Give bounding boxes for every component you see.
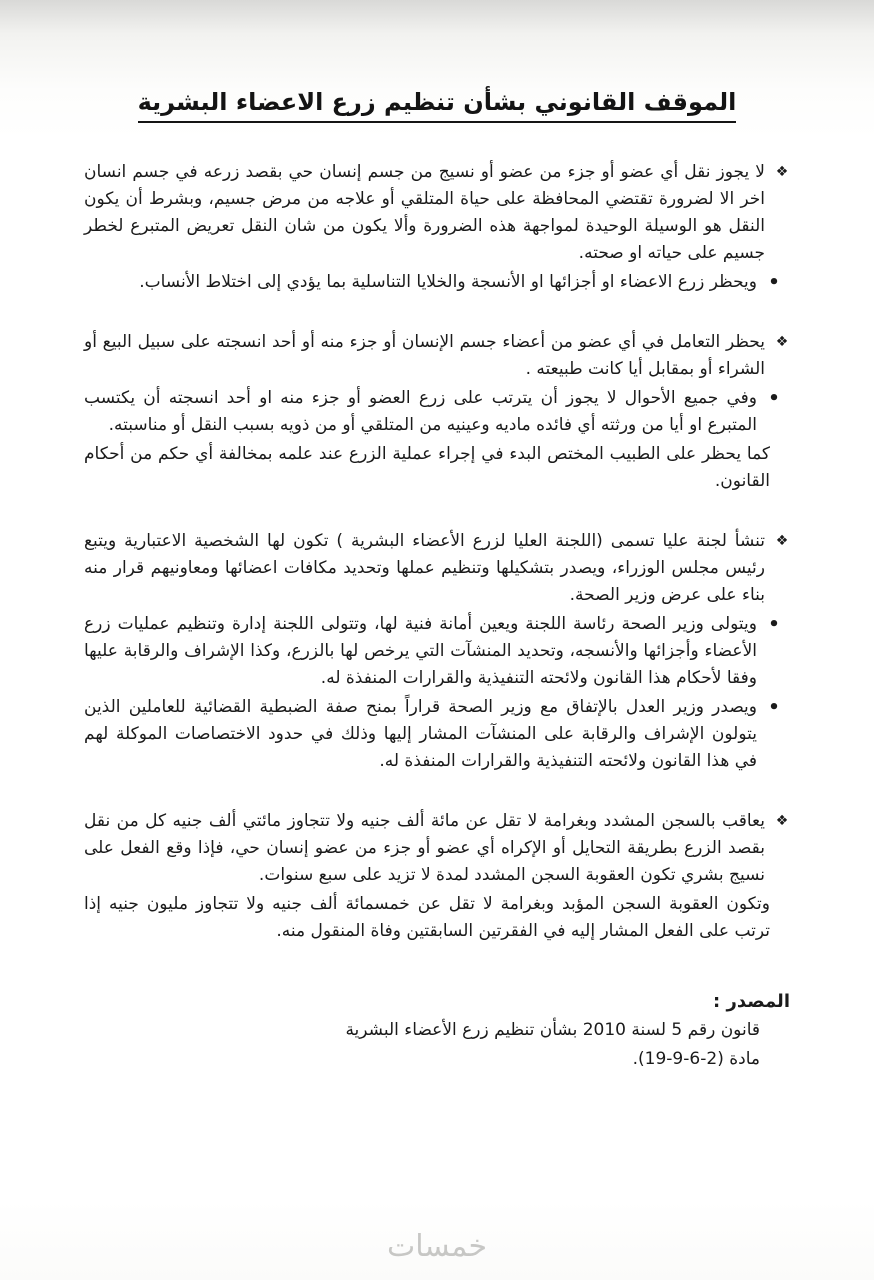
- paragraph-text: وتكون العقوبة السجن المؤبد وبغرامة لا تقل عن خمسمائة ألف جنيه ولا تتجاوز مليون جنيه إذا ترتب على الفعل المشار إليه في الفقرتين السابقتين وفاة المنقول منه.: [84, 894, 770, 941]
- paragraph-text: يعاقب بالسجن المشدد وبغرامة لا تقل عن مائة ألف جنيه ولا تتجاوز مائتي ألف جنيه كل من نقل بقصد الزرع بطريقة التحايل أو الإكراه أي عضو أو جزء من عضو إنسان حي، فإذا وقع الفعل على نسيج بشري تكون العقوبة السجن المشدد لمدة لا تزيد على سبع سنوات.: [84, 811, 765, 885]
- source-label: المصدر :: [713, 991, 790, 1012]
- section-higher-committee: [84, 528, 790, 775]
- paragraph-text: ويتولى وزير الصحة رئاسة اللجنة ويعين أمانة فنية لها، وتتولى اللجنة إدارة وتنظيم عمليات زرع الأعضاء وأجزائها والأنسجه، وتحديد المنشآت التي يرخص لها بالزرع، وكذا الإشراف والرقابة عليها وفقا لأحكام هذا القانون ولائحته التنفيذية والقرارات المنفذة له.: [84, 614, 757, 688]
- page-title: الموقف القانوني بشأن تنظيم زرع الاعضاء البشرية: [138, 88, 737, 123]
- source-article-reference: مادة (2-6-9-19).: [632, 1049, 760, 1069]
- list-item: [84, 528, 790, 609]
- dot-bullet-icon: •: [768, 614, 780, 635]
- dot-bullet-icon: •: [768, 388, 780, 409]
- paragraph-text: ويصدر وزير العدل بالإتفاق مع وزير الصحة قراراً بمنح صفة الضبطية القضائية للعاملين الذين يتولون الإشراف والرقابة على المنشآت المشار إليها وذلك في حدود الاختصاصات الموكلة لهم في هذا القانون ولائحته التنفيذية والقرارات المنفذة له.: [84, 697, 757, 771]
- list-item: [84, 808, 790, 889]
- title-area: [0, 0, 874, 123]
- list-item: [84, 441, 790, 495]
- source-block: [84, 987, 790, 1074]
- paragraph-text: يحظر التعامل في أي عضو من أعضاء جسم الإنسان أو جزء منه أو أحد انسجته على سبيل البيع أو الشراء أو بمقابل أيا كانت طبيعته .: [84, 332, 765, 379]
- list-item: [84, 385, 790, 439]
- paragraph-text: كما يحظر على الطبيب المختص البدء في إجراء عملية الزرع عند علمه بمخالفة أي حكم من أحكام القانون.: [84, 444, 770, 491]
- paragraph-text: لا يجوز نقل أي عضو أو جزء من عضو أو نسيج من جسم إنسان حي بقصد زرعه في جسم انسان اخر الا لضرورة تقتضي المحافظة على حياة المتلقي أو علاجه من مرض جسيم، وبشرط أن يكون النقل هو الوسيلة الوحيدة لمواجهة هذه الضرورة وألا يكون من شان النقل تعريض المتبرع لخطر جسيم على حياته او صحته.: [84, 162, 765, 263]
- section-organ-transfer-prohibition: [84, 159, 790, 296]
- diamond-bullet-icon: ❖: [775, 334, 789, 350]
- diamond-bullet-icon: ❖: [775, 533, 789, 549]
- dot-bullet-icon: •: [768, 697, 780, 718]
- paragraph-text: ويحظر زرع الاعضاء او أجزائها او الأنسجة والخلايا التناسلية بما يؤدي إلى اختلاط الأنساب.: [139, 272, 757, 292]
- list-item: [84, 891, 790, 945]
- list-item: [84, 611, 790, 692]
- list-item: [84, 329, 790, 383]
- diamond-bullet-icon: ❖: [775, 164, 789, 180]
- source-law-reference: قانون رقم 5 لسنة 2010 بشأن تنظيم زرع الأعضاء البشرية: [345, 1020, 760, 1040]
- section-penalties: [84, 808, 790, 945]
- document-body: [84, 159, 790, 945]
- list-item: [84, 269, 790, 296]
- khamsat-watermark: خمسات: [386, 1229, 488, 1264]
- paragraph-text: وفي جميع الأحوال لا يجوز أن يترتب على زرع العضو أو جزء منه او أحد انسجته أن يكتسب المتبرع او أيا من ورثته أي فائده ماديه وعينيه من المتلقي أو من ذويه بسبب النقل أو مناسبته.: [84, 388, 757, 435]
- list-item: [84, 694, 790, 775]
- dot-bullet-icon: •: [768, 272, 780, 293]
- diamond-bullet-icon: ❖: [775, 813, 789, 829]
- paragraph-text: تنشأ لجنة عليا تسمى (اللجنة العليا لزرع الأعضاء البشرية ) تكون لها الشخصية الاعتبارية ويتبع رئيس مجلس الوزراء، ويصدر بتشكيلها وتنظيم عملها وتحديد مكافات اعضائها ومعاونيهم قرار منه بناء على عرض وزير الصحة.: [84, 531, 765, 605]
- section-sale-prohibition: [84, 329, 790, 495]
- list-item: [84, 159, 790, 267]
